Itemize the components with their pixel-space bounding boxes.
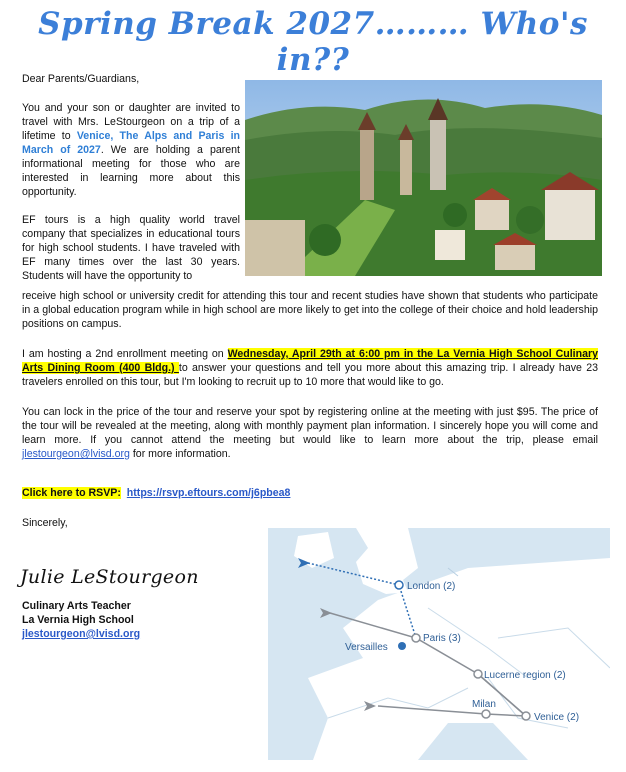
rsvp-label: Click here to RSVP: [22,487,121,499]
rsvp-line [22,486,598,500]
sign-school: La Vernia High School [22,614,134,626]
meeting-highlight: Wednesday, April 29th at 6:00 pm in the La Vernia High School Culinary Arts Dining Room (400 Bldg.) [22,348,598,374]
map-label-versailles: Versailles [345,642,388,653]
lock-text-1: You can lock in the price of the tour and reserve your spot by registering online at the meeting with just $95. The price of the tour will be revealed at the meeting, along with monthly payment plan information. I sincerely hope you will come and learn more. If you cannot attend the meeting but would like to learn more about the trip, please email [22,406,598,446]
sign-role: Culinary Arts Teacher [22,600,131,612]
intro-paragraph [22,101,240,199]
intro-destinations: Venice, The Alps and Paris in March of 2027 [22,130,240,156]
ef-paragraph-narrow: EF tours is a high quality world travel company that specializes in educational tours for high school students. I have traveled with EF many times over the last 30 years. Students will have the opportunity to [22,214,240,282]
signature: Julie LeStourgeon [20,566,199,588]
map-label-london: London (2) [407,581,456,592]
meeting-paragraph [22,347,598,389]
sign-block [22,599,140,641]
closing: Sincerely, [22,517,68,529]
intro-text-2: . We are holding a parent informational meeting for those who are interested in learning more about this opportunity. [22,144,240,198]
lock-paragraph [22,405,598,461]
email-link[interactable]: jlestourgeon@lvisd.org [22,448,130,460]
map-label-venice: Venice (2) [534,712,580,723]
meeting-text-2: to answer your questions and tell you more about this amazing trip. I already have 23 travelers enrolled on this tour, but I'm looking to recruit up to 10 more that would like to go. [22,362,598,388]
map-label-milan: Milan [472,699,496,710]
meeting-text-1: I am hosting a 2nd enrollment meeting on [22,348,228,360]
map-label-lucerne: Lucerne region (2) [484,670,566,681]
intro-text-1: You and your son or daughter are invited to travel with Mrs. LeStourgeon on a trip of a lifetime to [22,102,240,142]
page-title: Spring Break 2027……… Who's in?? [38,6,588,78]
lock-text-2: for more information. [129,448,231,460]
sign-email-link[interactable]: jlestourgeon@lvisd.org [22,628,141,640]
ef-paragraph-wide: receive high school or university credit for attending this tour and recent studies have shown that students who participate in a global education program while in high school are more likely to get into the college of their choice and hold leadership positions on campus. [22,290,598,330]
rsvp-link[interactable]: https://rsvp.eftours.com/j6pbea8 [126,487,291,499]
map-label-paris: Paris (3) [423,633,461,644]
greeting: Dear Parents/Guardians, [22,73,140,85]
lucerne-photo [245,80,602,276]
itinerary-map [268,528,610,760]
